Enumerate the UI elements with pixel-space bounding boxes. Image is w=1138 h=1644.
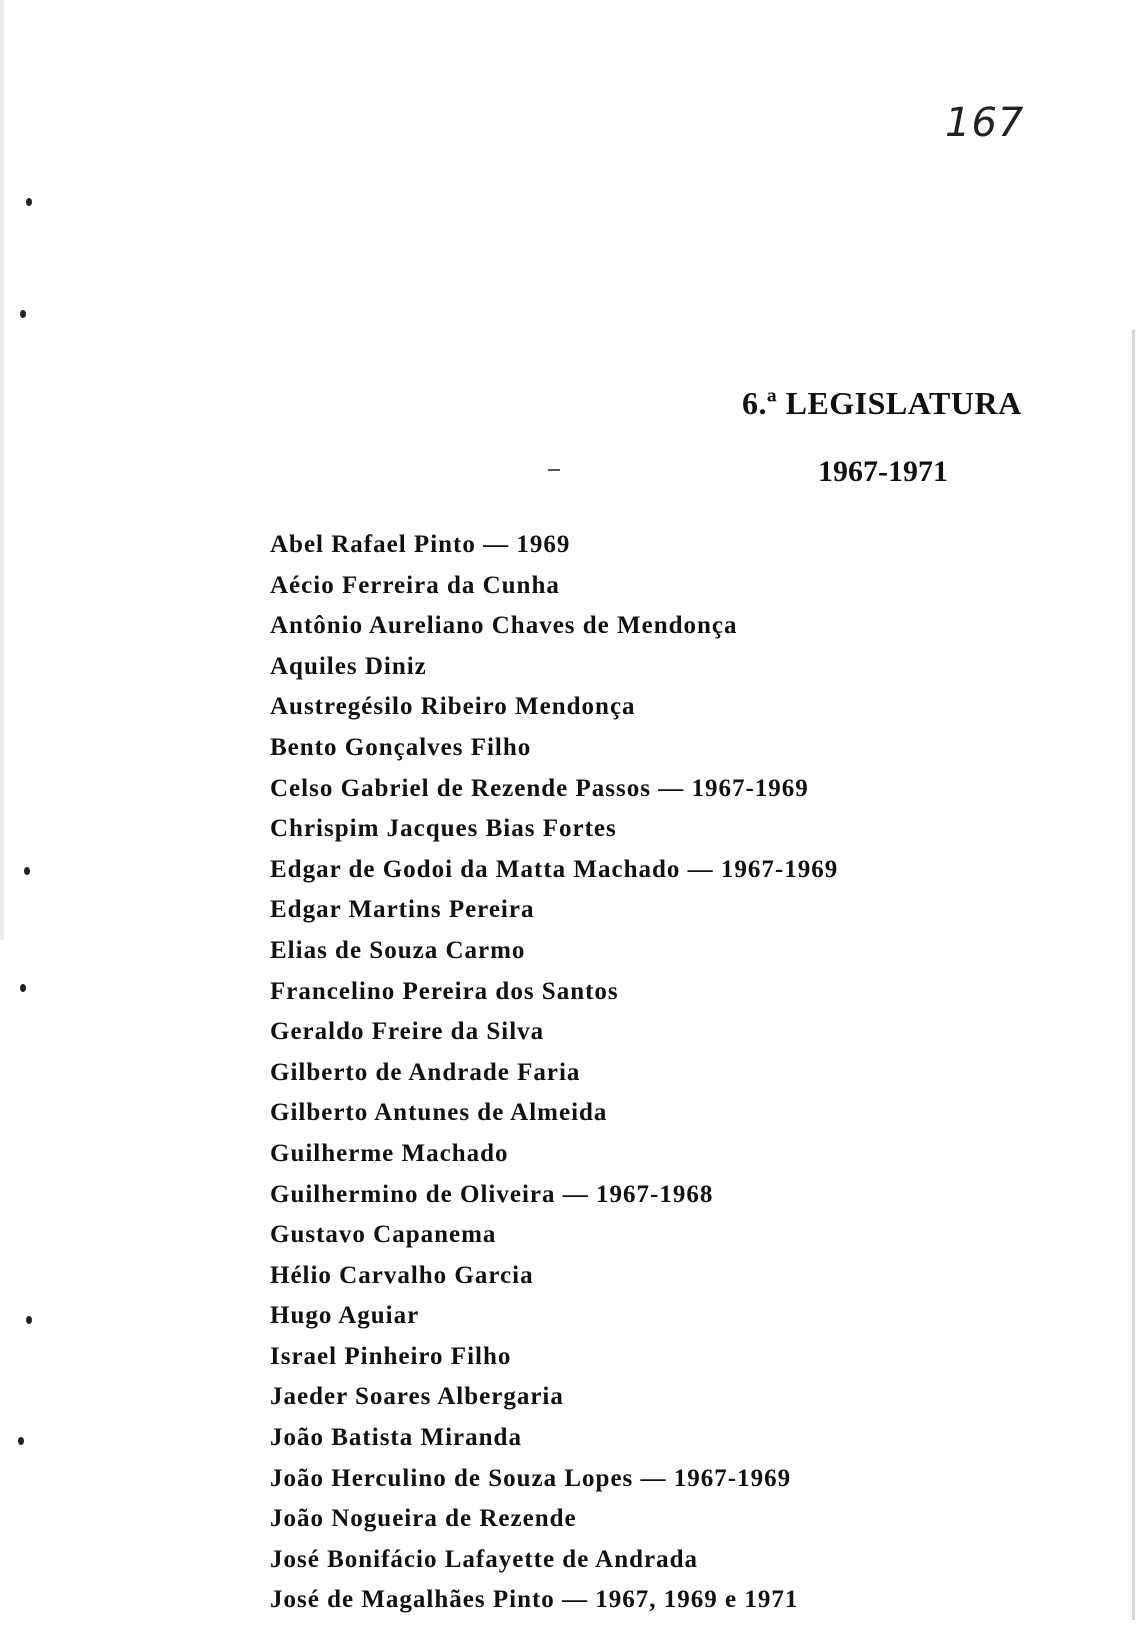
member-entry: Antônio Aureliano Chaves de Mendonça bbox=[270, 612, 738, 640]
member-entry: Chrispim Jacques Bias Fortes bbox=[270, 815, 617, 843]
margin-mark bbox=[20, 310, 26, 318]
margin-mark bbox=[26, 198, 32, 206]
member-entry: Aécio Ferreira da Cunha bbox=[270, 571, 560, 599]
member-list bbox=[270, 525, 838, 1621]
member-entry: Guilherme Machado bbox=[270, 1139, 509, 1167]
legislature-period: 1967-1971 bbox=[818, 455, 948, 488]
member-entry: Gustavo Capanema bbox=[270, 1221, 497, 1249]
member-entry: Hugo Aguiar bbox=[270, 1302, 420, 1330]
margin-mark bbox=[24, 867, 30, 875]
member-entry: Hélio Carvalho Garcia bbox=[270, 1261, 534, 1289]
member-entry: Geraldo Freire da Silva bbox=[270, 1018, 545, 1046]
scan-left-edge bbox=[0, 0, 4, 940]
member-entry: João Herculino de Souza Lopes — 1967-1969 bbox=[270, 1464, 792, 1492]
member-entry: Edgar de Godoi da Matta Machado — 1967-1969 bbox=[270, 855, 839, 883]
margin-mark bbox=[20, 984, 26, 992]
member-entry: Celso Gabriel de Rezende Passos — 1967-1969 bbox=[270, 774, 809, 802]
page-number: 167 bbox=[945, 100, 1025, 146]
member-entry: Austregésilo Ribeiro Mendonça bbox=[270, 693, 636, 721]
member-entry: Israel Pinheiro Filho bbox=[270, 1342, 512, 1370]
member-entry: Edgar Martins Pereira bbox=[270, 896, 535, 924]
member-entry: Francelino Pereira dos Santos bbox=[270, 977, 619, 1005]
member-entry: José Bonifácio Lafayette de Andrada bbox=[270, 1545, 699, 1573]
margin-mark bbox=[18, 1437, 24, 1445]
member-entry: Jaeder Soares Albergaria bbox=[270, 1383, 564, 1411]
member-entry: Gilberto de Andrade Faria bbox=[270, 1058, 581, 1086]
member-entry: João Batista Miranda bbox=[270, 1424, 522, 1452]
member-entry: João Nogueira de Rezende bbox=[270, 1505, 577, 1533]
member-entry: Bento Gonçalves Filho bbox=[270, 733, 532, 761]
member-entry: José de Magalhães Pinto — 1967, 1969 e 1971 bbox=[270, 1586, 799, 1614]
member-entry: Elias de Souza Carmo bbox=[270, 936, 526, 964]
scan-right-edge bbox=[1132, 330, 1135, 1620]
decorative-dash bbox=[548, 469, 560, 471]
member-entry: Abel Rafael Pinto — 1969 bbox=[270, 531, 571, 558]
legislature-heading: 6.ª LEGISLATURA bbox=[742, 385, 1022, 421]
member-entry: Aquiles Diniz bbox=[270, 652, 427, 680]
member-entry: Guilhermino de Oliveira — 1967-1968 bbox=[270, 1180, 714, 1208]
margin-mark bbox=[26, 1316, 32, 1324]
member-entry: Gilberto Antunes de Almeida bbox=[270, 1099, 608, 1127]
